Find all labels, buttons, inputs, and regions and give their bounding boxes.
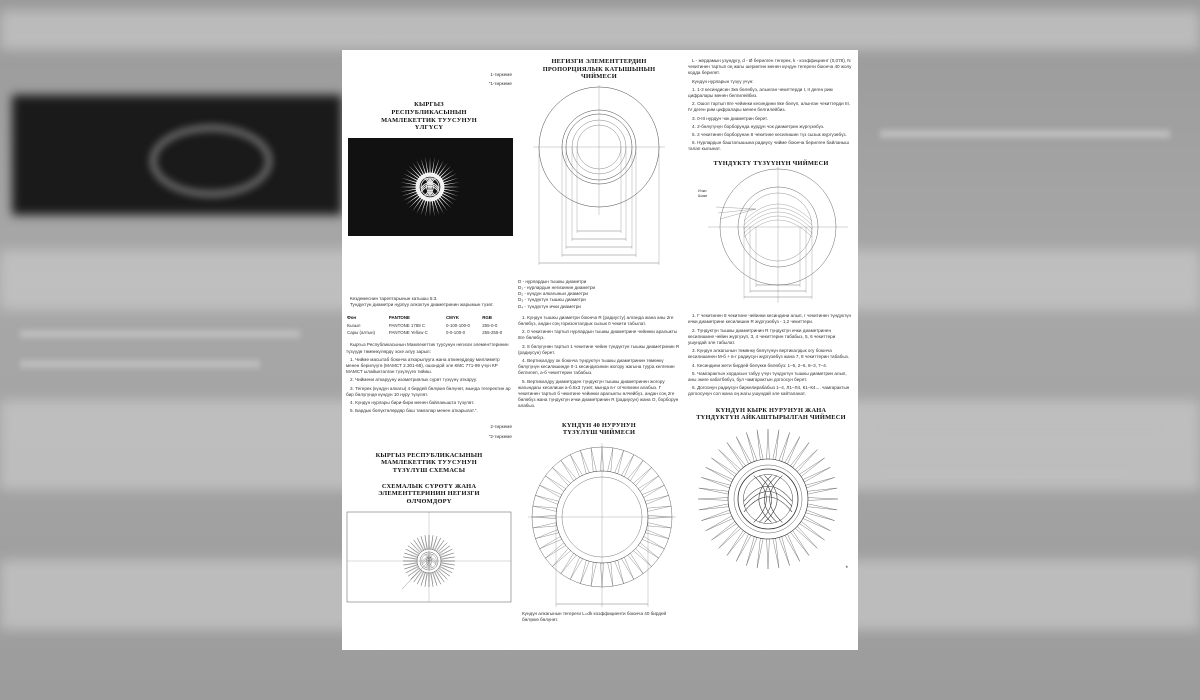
scheme-sun-ray <box>437 543 447 553</box>
body-paragraph: 6. Догоонун радиусун биркелирабабыз 1–4, Л1–Л4, К1–К4.... чамгарактын догоосунун сол жана оң жагы ушундай эле кайталанат. <box>688 385 850 397</box>
flag-sun-ray <box>416 199 424 213</box>
flag-sun-ray <box>421 158 426 173</box>
ray-outline <box>553 467 571 485</box>
body-paragraph: Кыргыз Республикасынын Мамлекеттик туусунун негизги элементтеринин түзүүдө төмөнкүлөрдү эске алуу зарыл: <box>346 342 509 354</box>
body-paragraph: 2. 0 чекитинен тартып нурлардын тышкы диаметрине чейинки аралыкты 8ге бөлөбүз. <box>518 329 678 341</box>
ray-outline <box>535 529 558 538</box>
body-paragraph: 6. Нурлардын башталышына радиусу чийме боюнча берилген байланыш талап кылынат. <box>688 140 849 152</box>
flag-sun-ray <box>401 191 416 196</box>
legend-item: D₂ - күндүн алкагынын диаметри <box>518 291 588 297</box>
flag-sun-ray <box>400 187 416 188</box>
section-heading: НЕГИЗГИ ЭЛЕМЕНТТЕРДИН ПРОПОРЦИЯЛЫК КАТЫШЫНЫН ЧИЙМЕСИ <box>542 58 656 81</box>
ray-outline <box>621 557 633 579</box>
body-paragraph: 1. Г чекитинен 8 чекитине чейинки кесиндини алып, г чекитинен түндүктүн ички диаметрине кесилишин R жүргүзөбүз - 1,2 чекиттери. <box>688 313 852 325</box>
flag-sun-ray <box>425 201 428 217</box>
flag-sun-ray <box>421 200 426 215</box>
body-paragraph: 5. Вертикалдуу диаметрден түндүктүн тышкы диаметринен жогору жагындагы кесилиши а-б.5х3 түзөт, мында в-г отчелкини алабыз. Г чекитинен тартып б чекитине чейинки аралыкты өлчөйбүз, андан соң 2ге бөлөбүз жана түндүктүн ички диаметринин R (радиусун) жана О, борборун алабыз. <box>518 378 679 409</box>
flag-image <box>348 138 513 236</box>
table-cell: PANTONE Yellow C <box>388 330 428 335</box>
combined-sun-ray <box>698 497 728 500</box>
scheme-sun-ray <box>421 537 426 550</box>
flag-sun-emblem <box>348 138 513 236</box>
combined-sun-ray <box>800 521 825 540</box>
column-middle <box>518 50 680 625</box>
ray-outline <box>615 560 624 583</box>
flag-sun-ray <box>403 173 417 181</box>
section-heading: КЫРГЫЗ РЕСПУБЛИКАСЫНЫН МАМЛЕКЕТТИК ТУУСУНУН ТҮЗҮЛҮШ СХЕМАСЫ <box>375 451 483 475</box>
annex-note: "2-тиркеме <box>488 433 512 439</box>
combined-sun-ray <box>795 526 817 548</box>
scheme-sun-ray <box>432 573 437 586</box>
ray-outline <box>580 450 589 473</box>
ray-outline <box>533 522 557 527</box>
annex-note: "1-тиркеме <box>488 81 512 87</box>
scheme-sun-ray <box>430 536 433 550</box>
ray-outline <box>540 485 562 497</box>
table-cell: 255-0-0 <box>482 322 498 328</box>
section-heading: КҮНДҮН 40 НУРУНУН ТҮЗҮЛҮШ ЧИЙМЕСИ <box>562 421 636 437</box>
table-cell: PANTONE 1788 C <box>388 322 426 328</box>
proportion-diagram <box>518 85 680 277</box>
body-paragraph: 3. Тегерек (күндүн алкагы) 4 бирдей бөлүккө бөлүнөт, мында тегеректин ар бир бөлүгүндө күндүн 10 нуру түзүлөт. <box>346 385 511 397</box>
flag-sun-ray <box>434 158 439 173</box>
combined-sun-ray <box>757 538 763 568</box>
flag-sun-ray <box>403 193 417 201</box>
flag-sun-ray <box>401 178 416 183</box>
combined-sun-ray <box>790 442 809 467</box>
combined-sun-ray <box>719 449 741 471</box>
column-left <box>346 50 512 603</box>
backdrop-band <box>0 10 1200 50</box>
scheme-sun-ray <box>432 537 437 550</box>
ray-outline <box>608 448 613 472</box>
combined-sun-ray <box>767 539 770 569</box>
backdrop-text-blur <box>20 330 300 338</box>
scheme-sun-ray <box>411 543 421 553</box>
table-cell: 255-255-0 <box>482 330 503 335</box>
scheme-sun-ray <box>403 557 417 560</box>
table-header-cell: CMYK <box>446 315 459 321</box>
flag-sun-ray <box>430 201 431 217</box>
backdrop-sun-shadow <box>150 125 272 197</box>
ray-outline <box>642 536 664 548</box>
backdrop-text-blur <box>880 130 1170 138</box>
body-paragraph: 2. Түндүктүн тышкы диаметринин R түндүктүн ички диаметринен кесилишине чейин жүргүзүп, 3, 4 чекиттерин табабыз, 5, 6 чекиттери ушундай эле табылат. <box>688 327 836 346</box>
flag-sun-ray <box>430 157 431 173</box>
body-paragraph: 5. Чамгарактын хордасын табуу үчүн түндүктүн тышкы диаметрин алып, аны экиге кабатбөбүз, бул чамгарактын догоосун берет. <box>688 370 847 383</box>
table-cell: 0-100-100-0 <box>446 322 470 328</box>
body-paragraph: Күндүн нурларын түзүү үчүн: <box>692 78 754 84</box>
table-header-cell: PANTONE <box>388 315 410 321</box>
scheme-sun-ray <box>411 570 421 580</box>
color-table <box>346 314 512 336</box>
combined-sun-ray <box>800 458 825 477</box>
body-paragraph: 4. Кесиндини жети бирдей бөлүккө бөлөбүз: 1–5, 2–6, 8–3, 7–4. <box>692 362 828 368</box>
scheme-sun-ray <box>430 573 433 587</box>
ray-outline <box>553 548 571 566</box>
section-heading: КЫРГЫЗ РЕСПУБЛИКАСЫНЫН МАМЛЕКЕТТИК ТУУСУНУН ҮЛГҮСҮ <box>381 101 477 132</box>
combined-sun-ray <box>699 504 729 510</box>
ray-outline <box>621 454 633 476</box>
leader-line <box>718 209 756 213</box>
scheme-sun-ray <box>404 565 417 570</box>
ray-outline <box>591 562 596 586</box>
body-paragraph: L - жердамын узундугу, d - Ø берилген тегерек, k - коэффициент (0,078), N чекитинен тартып оң жагы шериктин менен күндүн тегереги боюнча 40 жолу кодда берилет. <box>688 58 852 76</box>
flag-scheme-diagram <box>346 511 512 603</box>
table-cell: Кызыл <box>347 322 361 328</box>
flag-caption: Кездемеснин тарептарынын катышы 5:3. Тундуктун диаметри нурлуу алкоктун диаметринин жарымын түзөт. <box>350 295 494 307</box>
ray-outline <box>580 560 589 583</box>
flag-sun-ray <box>432 157 435 173</box>
combined-sun-drawing <box>688 426 854 576</box>
ray-outline <box>608 562 613 586</box>
flag-sun-ray <box>442 193 456 201</box>
combined-sun-ray <box>711 521 736 540</box>
body-paragraph: 1. 1-2 кесиндисин 3кө бөлөбүз, алынган чекиттерди I, II деген рим цифралары менен белгилейбиз. <box>688 86 833 99</box>
scheme-sun-ray <box>404 553 417 558</box>
body-paragraph: 3. Күндүн алкагынын төмөнкү бөлүгүнүн вертикалдык огу боюнча кесилишинен М-б + в-г радиусун жүргүзөбүз жана 7, 8 чекиттерин табабыз. <box>688 348 850 360</box>
body-paragraph: 1. Күндүн тышкы диаметри боюнча R (радиусту) алганда жана аны 2ге бөлөбүз, андан соң горизонталдык сызык 0 чекити табылат. <box>518 314 674 326</box>
body-paragraph: 3. 0-III нурдун чок диаметрин берет. <box>692 115 768 121</box>
legend-item: D₁ - нурлардын негизинин диаметри <box>518 284 596 290</box>
combined-sun-ray <box>699 488 729 494</box>
section-heading: КҮНДҮН КЫРК НУРУНУН ЖАНА ТҮНДҮКТҮН АЙКАШТЫРЫЛГАН ЧИЙМЕСИ <box>696 406 846 422</box>
flag-sun-ray <box>444 187 460 188</box>
flag-sun-ray <box>432 201 435 217</box>
scheme-sun-ray <box>403 563 417 566</box>
diagram-legend <box>518 279 680 310</box>
scheme-sun-ray <box>440 553 453 558</box>
combined-sun-ray <box>807 488 837 494</box>
table-cell: Сары (алтын) <box>347 330 375 335</box>
tunduk-diagram-wrap <box>688 167 854 307</box>
body-paragraph: 3. 8 бөлүгүнөн тартып 1 чекитине чейин түндүктүн тышкы диаметринин R (радиусун) берет. <box>518 343 680 355</box>
combined-sun-ray <box>807 504 837 510</box>
legend-item: D - нурлардын тышкы диаметри <box>518 278 587 284</box>
scheme-sun-ray <box>421 573 426 586</box>
table-header-cell: Фон <box>347 315 357 321</box>
flag-sun-ray <box>444 182 460 185</box>
backdrop-text-blur <box>880 420 1160 428</box>
column-right <box>688 50 854 576</box>
ray-outline <box>645 529 668 538</box>
table-cell: 0-0-100-0 <box>446 330 466 335</box>
ray-outline <box>533 506 557 511</box>
flag-sun-ray <box>436 199 444 213</box>
ray-outline <box>591 448 596 472</box>
body-paragraph: 2. Ошол тартып 8ге чейинки кесиндини 8ке бөлүп, алынган чекиттерди III, IV деген рим цифралары менен белгилейбиз. <box>688 101 851 113</box>
page-mark: * <box>845 565 848 572</box>
ray-outline <box>570 454 582 476</box>
ray-outline <box>633 548 651 566</box>
combined-sun-ray <box>790 530 809 555</box>
flag-sun-ray <box>400 189 416 192</box>
ray-outline <box>570 557 582 579</box>
backdrop-text-blur <box>880 470 1130 478</box>
combined-sun-ray <box>711 458 736 477</box>
tunduk-construction-diagram <box>688 167 854 307</box>
table-header-cell: RGB <box>482 315 492 321</box>
ray-outline <box>645 495 668 504</box>
leader-line <box>720 209 756 219</box>
scheme-sun-ray <box>440 565 453 570</box>
combined-sun-ray <box>808 497 838 500</box>
scheme-sun-ray <box>437 570 447 580</box>
flag-sun-ray <box>434 200 439 215</box>
table-row <box>346 322 512 329</box>
forty-rays-diagram <box>518 439 680 611</box>
combined-sun-ray <box>773 430 779 460</box>
ray-outline <box>642 485 664 497</box>
combined-sun-ray <box>719 526 741 548</box>
document-page <box>342 50 858 650</box>
body-paragraph: 2. Чиймени аткарууну изометриялык сүрөт түзүүнү аткаруу. <box>350 377 477 383</box>
legend-item: D₄ - түндүктүн ички диаметри <box>518 303 581 309</box>
backdrop-text-blur <box>20 360 260 368</box>
section-heading: СХЕМАЛЫК СҮРӨТҮ ЖАНА ЭЛЕМЕНТТЕРИНИН НЕГИЗГИ ӨЛЧӨМДӨРҮ <box>378 482 480 505</box>
flag-sun-ray <box>442 173 456 181</box>
scheme-sun-ray <box>425 573 428 587</box>
flag-sun-ray <box>444 189 460 192</box>
ray-outline <box>647 506 671 511</box>
annex-note: 1-тиркеме <box>490 72 512 77</box>
ring-label: Ички Шаке <box>698 189 708 198</box>
ray-outline <box>535 495 558 504</box>
diagram-footnote: Күндүн алкагынын тегереги L=dk коэффициенти боюнча 40 бирдей бөлүккө бөлүнөт. <box>522 610 667 623</box>
body-paragraph: 4. Вертикалдуу ок боюнча түндүктүн тышкы диаметринин төмөнкү бөлүгүнүн кесилишинде 0-1 кесиндисинин жогору жагына туура келгенин белгилеп, а-б чекиттерин табабыз. <box>518 358 675 376</box>
combined-sun-ray <box>773 538 779 568</box>
combined-sun-ray <box>767 429 770 459</box>
legend-item: D₃ - түндүктүн тышкы диаметри <box>518 297 586 303</box>
table-row <box>346 329 512 336</box>
ray-outline <box>633 467 651 485</box>
section-heading: ТҮНДҮКТҮ ТҮЗҮҮНҮН ЧИЙМЕСИ <box>713 159 829 167</box>
body-paragraph: 5. Бардык бөлүктөлөрдөр баш тамгалар менен аткарылат.". <box>350 408 478 414</box>
flag-sun-ray <box>443 178 458 183</box>
combined-sun-inner <box>734 465 802 533</box>
annex-note: 2-тиркеме <box>490 424 512 430</box>
flag-sun-ray <box>416 160 424 174</box>
combined-sun-ray <box>795 449 817 471</box>
body-paragraph: 5. 2 чекитинен борборунан 8 чекитине кесилишин түз сызык жүргүзөбүз. <box>692 132 847 138</box>
body-paragraph: 1. Чийме масштаб боюнча аткарылууга жана аткинеддеду миллиметр менен берилүүгө (МАМСТ 2.301-68), ошондой эле КМС 771-99 үчүн КР МАМСТ ылайыкталган түзүлүүгө тийиш. <box>346 356 500 375</box>
body-paragraph: 4. 2-бөлүгүнүн борборунда нурдун чок диаметрин жүргүзөбүз. <box>692 123 825 129</box>
combined-sun-ray <box>727 530 746 555</box>
flag-sun-ray <box>436 160 444 174</box>
ray-outline <box>540 536 562 548</box>
flag-sun-ray <box>425 157 428 173</box>
flag-sun-ray <box>400 182 416 185</box>
body-paragraph: 4. Күндүн нурлары бири-бири менен байланышта түзүлөт. <box>350 400 475 406</box>
ray-outline <box>647 522 671 527</box>
combined-sun-disc <box>728 459 808 539</box>
table-header-row <box>346 314 512 321</box>
scheme-sun-ray <box>441 563 455 566</box>
scheme-sun-ray <box>425 536 428 550</box>
flag-sun-ray <box>443 191 458 196</box>
tunduk-ring <box>738 469 798 529</box>
combined-sun-ray <box>757 430 763 460</box>
combined-sun-ray <box>727 442 746 467</box>
ray-outline <box>615 450 624 473</box>
scheme-sun-ray <box>441 557 455 560</box>
